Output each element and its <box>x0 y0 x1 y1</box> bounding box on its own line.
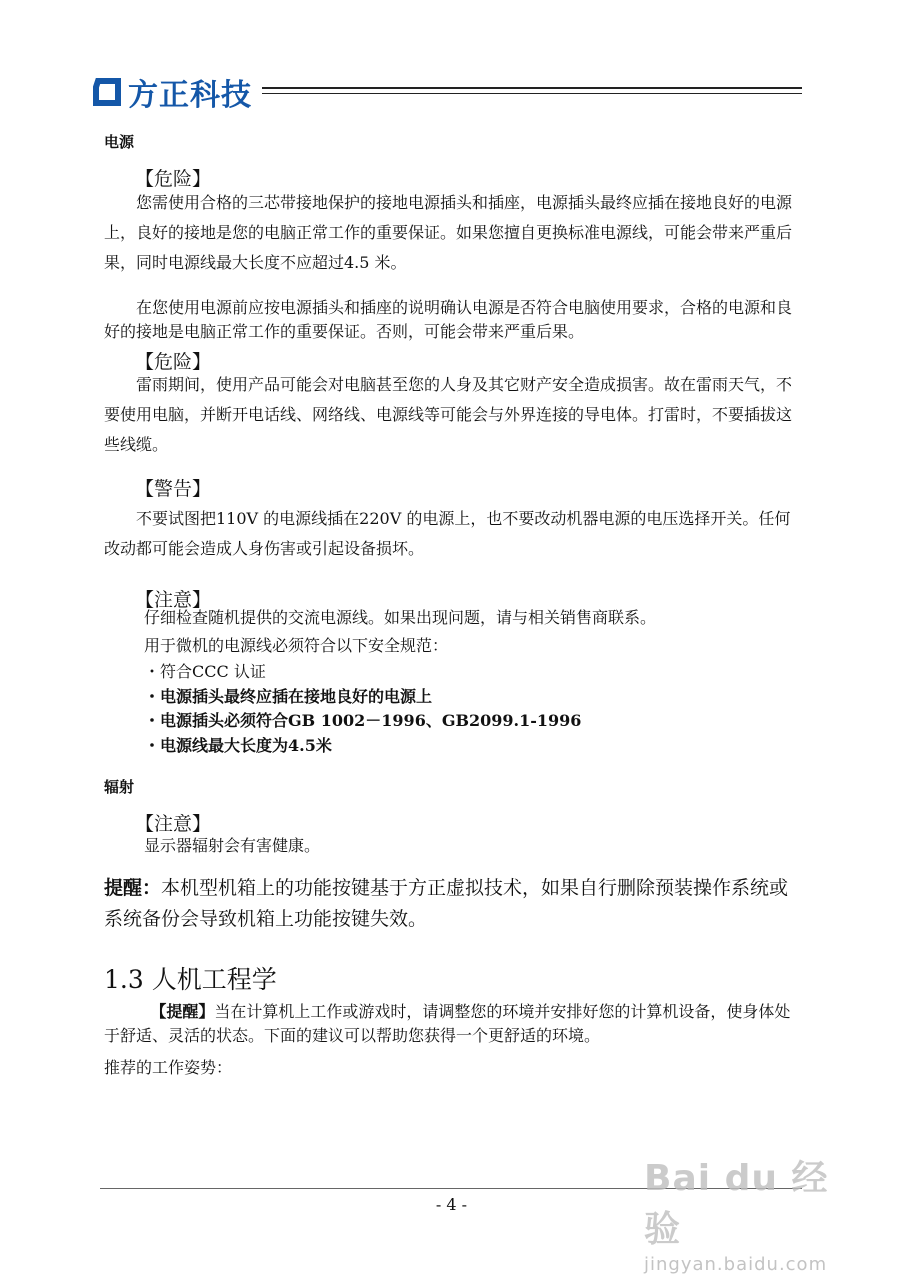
safety-spec-list <box>144 660 581 758</box>
note-text-2: 显示器辐射会有害健康。 <box>144 836 321 855</box>
brand-logo <box>92 72 252 112</box>
danger-text-2: 雷雨期间，使用产品可能会对电脑甚至您的人身及其它财产安全造成损害。故在雷雨天气，不要使用电脑，并断开电话线、网络线、电源线等可能会与外界连接的导电体。打雷时，不要插拔这些线缆。 <box>104 375 793 454</box>
header-rule <box>262 87 802 94</box>
reminder-paragraph <box>104 873 802 935</box>
list-item: ・电源插头必须符合GB 1002－1996、GB2099.1-1996 <box>144 711 582 730</box>
watermark <box>644 1150 844 1275</box>
list-item: ・电源线最大长度为4.5米 <box>144 735 332 755</box>
ergonomics-paragraph <box>104 1000 802 1048</box>
warning-tag: 【警告】 <box>135 478 212 500</box>
power-title: 电源 <box>104 133 135 151</box>
ergonomics-text: 当在计算机上工作或游戏时，请调整您的环境并安排好您的计算机设备，使身体处于舒适、灵活的状态。下面的建议可以帮助您获得一个更舒适的环境。 <box>104 1002 791 1045</box>
reminder-text: 本机型机箱上的功能按键基于方正虚拟技术，如果自行删除预装操作系统或系统备份会导致机箱上功能按键失效。 <box>104 877 789 930</box>
danger-tag-2: 【危险】 <box>135 351 212 373</box>
page-number: - 4 - <box>435 1195 468 1214</box>
posture-label: 推荐的工作姿势： <box>104 1058 233 1077</box>
list-item: ・符合CCC 认证 <box>144 662 266 681</box>
list-item: ・电源插头最终应插在接地良好的电源上 <box>144 686 433 706</box>
ergonomics-tag: 【提醒】 <box>150 1002 215 1021</box>
note-tag-2: 【注意】 <box>135 813 212 835</box>
note-line-1: 仔细检查随机提供的交流电源线。如果出现问题，请与相关销售商联系。 <box>144 608 657 627</box>
power-check-text: 在您使用电源前应按电源插头和插座的说明确认电源是否符合电脑使用要求，合格的电源和良好的接地是电脑正常工作的重要保证。否则，可能会带来严重后果。 <box>104 298 793 341</box>
reminder-label: 提醒： <box>104 877 162 899</box>
warning-text: 不要试图把110V 的电源线插在220V 的电源上，也不要改动机器电源的电压选择开关。任何改动都可能会造成人身伤害或引起设备损坏。 <box>104 509 791 558</box>
section-title: 1.3 人机工程学 <box>104 965 277 994</box>
brand-mark-icon <box>92 77 122 107</box>
watermark-url: jingyan.baidu.com <box>644 1254 828 1275</box>
brand-name: 方正科技 <box>128 78 252 113</box>
note-line-2: 用于微机的电源线必须符合以下安全规范： <box>144 636 449 655</box>
danger-text: 您需使用合格的三芯带接地保护的接地电源插头和插座，电源插头最终应插在接地良好的电源上，良好的接地是您的电脑正常工作的重要保证。如果您擅自更换标准电源线，可能会带来严重后果，同时电源线最大长度不应超过4.5 米。 <box>104 193 793 272</box>
note-tag: 【注意】 <box>135 589 212 611</box>
radiation-title: 辐射 <box>104 778 135 796</box>
danger-tag: 【危险】 <box>135 168 212 190</box>
watermark-main: Bai du 经验 <box>644 1158 829 1250</box>
